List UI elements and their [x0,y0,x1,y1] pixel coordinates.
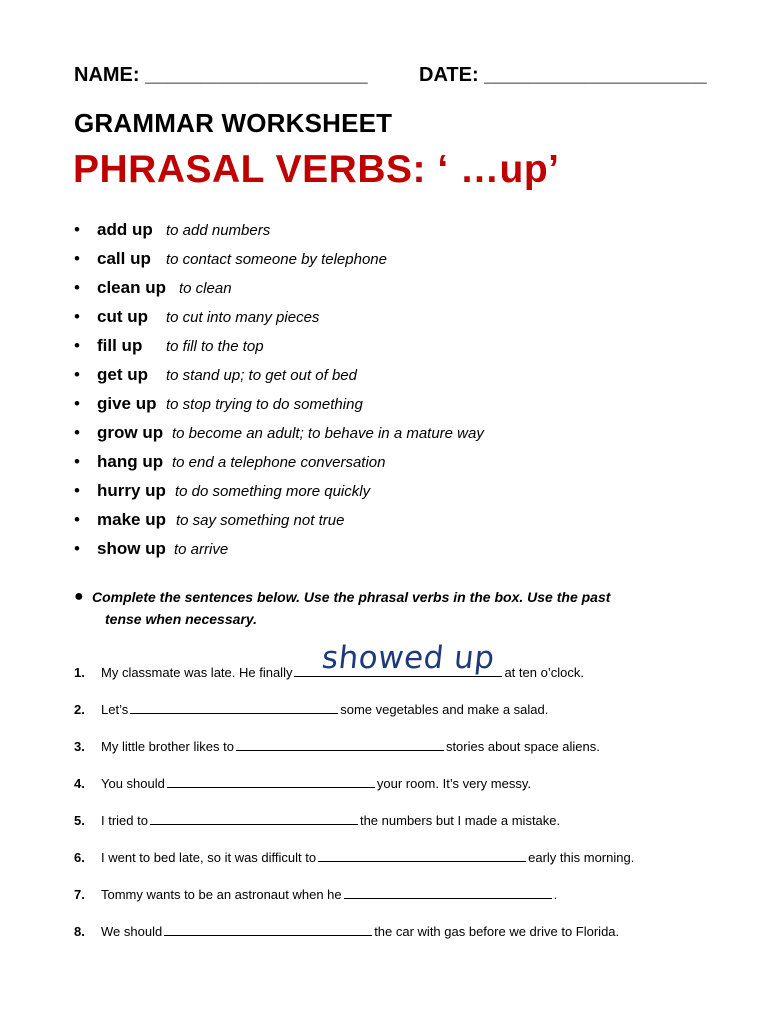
bullet-icon: • [74,249,80,268]
sentence-text [101,921,619,943]
bullet-icon: • [74,307,80,326]
phrasal-verb-definition: to clean [179,280,232,297]
phrasal-verb-definition: to end a telephone conversation [172,454,386,471]
sentence-before-blank: Tommy wants to be an astronaut when he [101,887,342,902]
sentence-before-blank: My classmate was late. He finally [101,665,293,680]
phrasal-verb: call up [97,249,151,268]
sentence-number: 2. [74,702,85,717]
sentence-text [101,884,557,906]
phrasal-verb: cut up [97,307,148,326]
answer-blank[interactable] [164,921,372,936]
sentence-before-blank: My little brother likes to [101,739,234,754]
phrasal-verb: clean up [97,278,166,297]
answer-blank[interactable] [344,884,552,899]
phrasal-verb-item [74,332,714,361]
answer-blank[interactable] [236,736,444,751]
phrasal-verb-definition: to do something more quickly [175,483,371,500]
bullet-icon: • [74,452,80,471]
phrasal-verb-definition: to add numbers [166,222,271,239]
phrasal-verb-item [74,477,714,506]
phrasal-verb-definition: to contact someone by telephone [166,251,387,268]
sentence-number: 5. [74,813,85,828]
phrasal-verb-item [74,390,714,419]
answer-blank[interactable] [318,847,526,862]
sentence-before-blank: I tried to [101,813,148,828]
worksheet-title: GRAMMAR WORKSHEET [74,108,393,138]
sentence-before-blank: I went to bed late, so it was difficult to [101,850,317,865]
instructions-line-2: tense when necessary. [105,611,258,627]
sentence-before-blank: Let’s [101,702,129,717]
topic-title: PHRASAL VERBS: ‘ …up’ [73,148,560,191]
phrasal-verb-item [74,303,714,332]
sentence-number: 6. [74,850,85,865]
bullet-icon: • [74,510,80,529]
phrasal-verb-item [74,419,714,448]
bullet-dot-icon: ● [74,588,84,605]
bullet-icon: • [74,423,80,442]
sentence-after-blank: some vegetables and make a salad. [340,702,549,717]
phrasal-verb-definition: to stop trying to do something [166,396,363,413]
exercise-sentence [74,921,714,958]
phrasal-verb-item [74,216,714,245]
exercise-sentence [74,847,714,884]
phrasal-verb: get up [97,365,148,384]
sentence-before-blank: You should [101,776,165,791]
sentence-before-blank: We should [101,924,163,939]
sentence-number: 1. [74,665,85,680]
sentence-number: 8. [74,924,85,939]
phrasal-verb: show up [97,539,166,558]
sentence-after-blank: stories about space aliens. [445,739,600,754]
sentence-text [101,773,531,795]
phrasal-verb-definition: to cut into many pieces [166,309,320,326]
sentence-number: 3. [74,739,85,754]
phrasal-verb-item [74,245,714,274]
sentence-text [101,699,548,721]
answer-blank[interactable] [167,773,375,788]
sentence-text [101,847,634,869]
phrasal-verb: add up [97,220,153,239]
phrasal-verb-definition: to become an adult; to behave in a mature way [172,425,484,442]
bullet-icon: • [74,394,80,413]
phrasal-verb-definition: to stand up; to get out of bed [166,367,357,384]
sentence-after-blank: . [553,887,558,902]
sentence-text [101,810,560,832]
phrasal-verb-item [74,274,714,303]
exercise-sentence [74,810,714,847]
answer-blank[interactable] [130,699,338,714]
phrasal-verb: hang up [97,452,164,471]
student-header [74,64,714,90]
exercise-sentence [74,773,714,810]
phrasal-verb: make up [97,510,166,529]
phrasal-verb-list [74,216,714,564]
date-field[interactable]: DATE: ____________________ [419,64,707,86]
phrasal-verb-definition: to arrive [174,541,229,558]
bullet-icon: • [74,481,80,500]
phrasal-verb: grow up [97,423,164,442]
sentence-after-blank: the numbers but I made a mistake. [359,813,561,828]
sentence-after-blank: your room. It’s very messy. [376,776,531,791]
phrasal-verb-item [74,506,714,535]
exercise-sentence [74,884,714,921]
phrasal-verb-definition: to say something not true [176,512,345,529]
sentence-after-blank: early this morning. [528,850,635,865]
bullet-icon: • [74,539,80,558]
name-field[interactable]: NAME: ____________________ [74,64,368,86]
sentence-text [101,736,600,758]
phrasal-verb-definition: to fill to the top [166,338,264,355]
bullet-icon: • [74,220,80,239]
instructions-line-1: Complete the sentences below. Use the phrasal verbs in the box. Use the past [92,589,611,605]
exercise-sentences [74,662,714,958]
phrasal-verb: hurry up [97,481,166,500]
bullet-icon: • [74,365,80,384]
bullet-icon: • [74,278,80,297]
exercise-sentence [74,699,714,736]
phrasal-verb: fill up [97,336,143,355]
answer-blank[interactable] [150,810,358,825]
sentence-after-blank: the car with gas before we drive to Florida. [374,924,620,939]
phrasal-verb: give up [97,394,157,413]
exercise-sentence [74,736,714,773]
phrasal-verb-item [74,535,714,564]
bullet-icon: • [74,336,80,355]
phrasal-verb-item [74,361,714,390]
phrasal-verb-item [74,448,714,477]
sentence-after-blank: at ten o’clock. [504,665,584,680]
handwritten-answer: showed up [320,640,497,676]
sentence-number: 4. [74,776,85,791]
sentence-number: 7. [74,887,85,902]
